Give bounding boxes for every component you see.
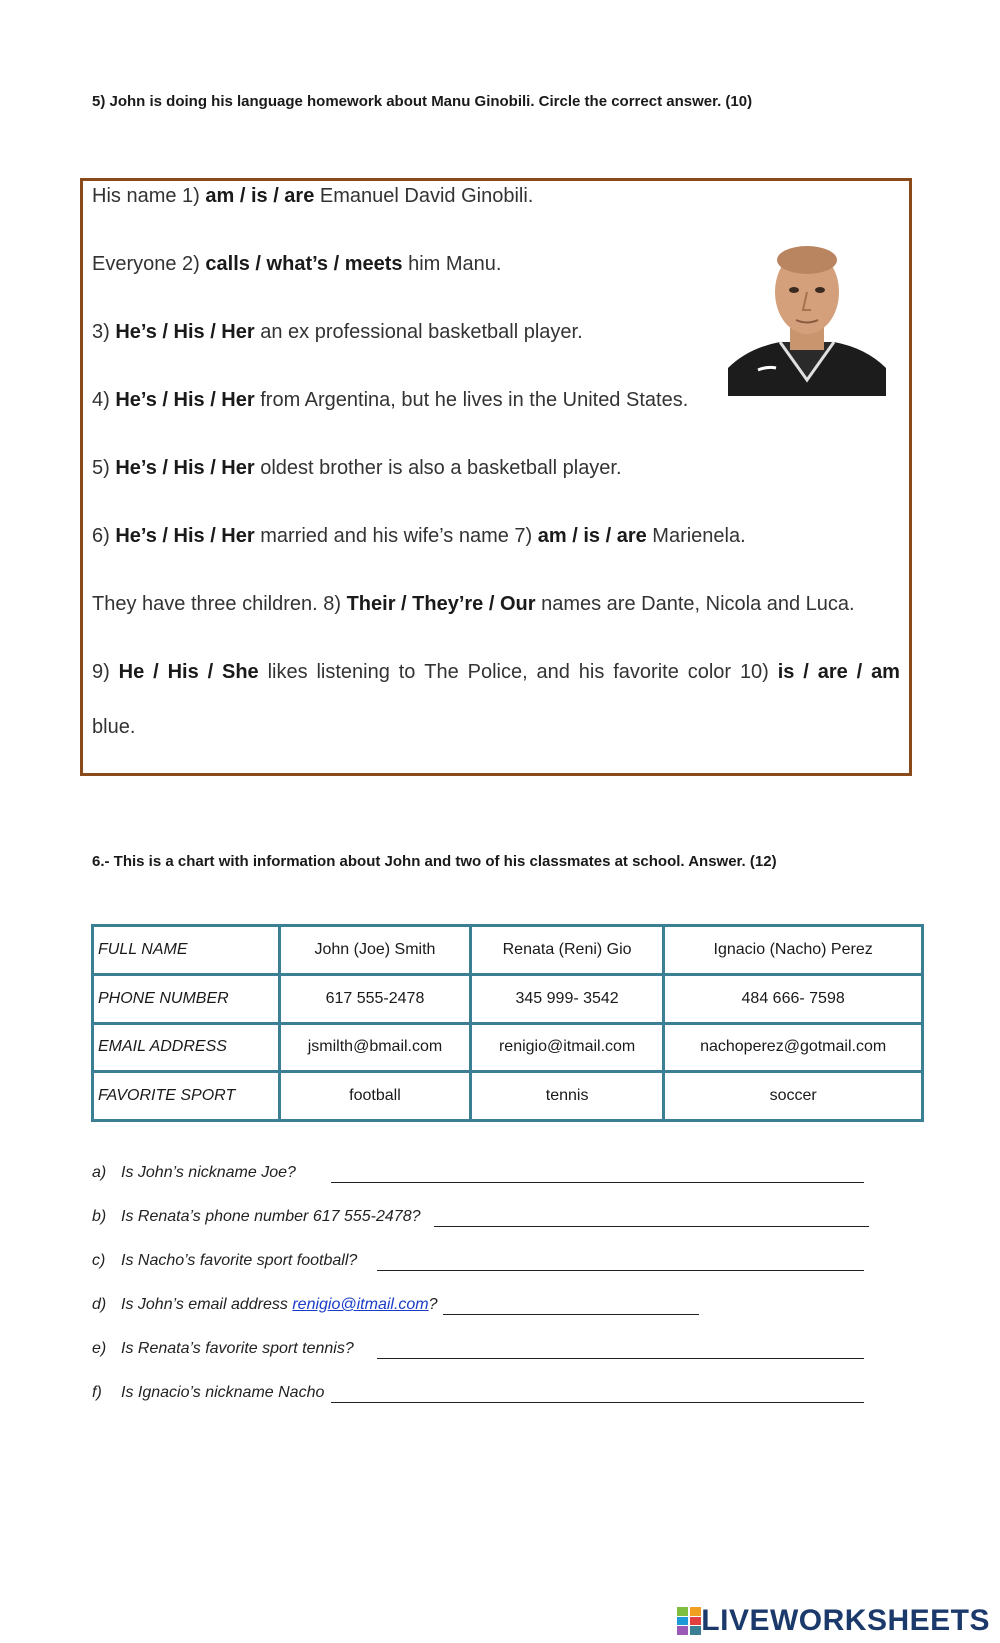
- row-label: FULL NAME: [93, 926, 280, 975]
- question-b: b) Is Renata’s phone number 617 555-2478?: [92, 1208, 421, 1225]
- answer-field-f[interactable]: [331, 1402, 864, 1403]
- table-cell: tennis: [470, 1072, 663, 1121]
- choice-6[interactable]: He’s / His / Her: [115, 525, 255, 547]
- choice-9-she[interactable]: She: [222, 661, 259, 683]
- table-cell: John (Joe) Smith: [280, 926, 471, 975]
- choice-2[interactable]: calls / what’s / meets: [205, 253, 403, 275]
- table-row: [93, 974, 923, 1023]
- table-cell: 617 555-2478: [280, 974, 471, 1023]
- sentence-5: 5) He’s / His / Her oldest brother is also a basketball player.: [92, 457, 622, 479]
- table-cell: nachoperez@gotmail.com: [664, 1023, 923, 1072]
- choice-7[interactable]: am / is / are: [537, 525, 647, 547]
- question-d: d) Is John’s email address renigio@itmail.com?: [92, 1296, 438, 1313]
- choice-8[interactable]: Their / They’re / Our: [346, 593, 536, 615]
- table-cell: renigio@itmail.com: [470, 1023, 663, 1072]
- question-c: c) Is Nacho’s favorite sport football?: [92, 1252, 358, 1269]
- table-row: [93, 926, 923, 975]
- table-row: [93, 1023, 923, 1072]
- question-e: e) Is Renata’s favorite sport tennis?: [92, 1340, 354, 1357]
- choice-9-his[interactable]: His: [167, 661, 199, 683]
- choice-10-is[interactable]: is: [777, 661, 795, 683]
- choice-3[interactable]: He’s / His / Her: [115, 321, 255, 343]
- answer-field-b[interactable]: [434, 1226, 869, 1227]
- sentence-8: They have three children. 8) Their / They’re / Our names are Dante, Nicola and Luca.: [92, 593, 855, 615]
- section6-heading: 6.- This is a chart with information about John and two of his classmates at school. Answer. (12): [92, 853, 777, 870]
- choice-5[interactable]: He’s / His / Her: [115, 457, 255, 479]
- answer-field-e[interactable]: [377, 1358, 864, 1359]
- answer-field-c[interactable]: [377, 1270, 864, 1271]
- table-cell: soccer: [664, 1072, 923, 1121]
- sentence-1: His name 1) am / is / are Emanuel David Ginobili.: [92, 185, 534, 207]
- info-table: [91, 924, 924, 1122]
- logo-blocks-icon: [677, 1607, 701, 1635]
- liveworksheets-logo: [677, 1603, 990, 1639]
- table-cell: Ignacio (Nacho) Perez: [664, 926, 923, 975]
- sentence-9-end: blue.: [92, 716, 136, 738]
- table-cell: Renata (Reni) Gio: [470, 926, 663, 975]
- section5-heading: 5) John is doing his language homework about Manu Ginobili. Circle the correct answer. (10): [92, 93, 753, 110]
- player-photo: [728, 230, 886, 396]
- choice-9-he[interactable]: He: [118, 661, 145, 683]
- table-cell: 484 666- 7598: [664, 974, 923, 1023]
- sentence-3: 3) He’s / His / Her an ex professional basketball player.: [92, 321, 583, 343]
- answer-field-d[interactable]: [443, 1314, 699, 1315]
- table-cell: 345 999- 3542: [470, 974, 663, 1023]
- choice-1[interactable]: am / is / are: [205, 185, 315, 207]
- sentence-6: 6) He’s / His / Her married and his wife’s name 7) am / is / are Marienela.: [92, 525, 746, 547]
- answer-field-a[interactable]: [331, 1182, 864, 1183]
- table-cell: football: [280, 1072, 471, 1121]
- sentence-9: 9) He / His / She likes listening to The Police, and his favorite color 10) is / are / am: [92, 661, 900, 683]
- row-label: FAVORITE SPORT: [93, 1072, 280, 1121]
- choice-10-am[interactable]: am: [871, 661, 900, 683]
- table-cell: jsmilth@bmail.com: [280, 1023, 471, 1072]
- choice-10-are[interactable]: are: [817, 661, 848, 683]
- logo-text: LIVEWORKSHEETS: [701, 1604, 990, 1637]
- sentence-4: 4) He’s / His / Her from Argentina, but he lives in the United States.: [92, 389, 689, 411]
- row-label: PHONE NUMBER: [93, 974, 280, 1023]
- row-label: EMAIL ADDRESS: [93, 1023, 280, 1072]
- sentence-2: Everyone 2) calls / what’s / meets him Manu.: [92, 253, 502, 275]
- email-link[interactable]: renigio@itmail.com: [292, 1296, 429, 1313]
- choice-4[interactable]: He’s / His / Her: [115, 389, 255, 411]
- table-row: [93, 1072, 923, 1121]
- question-f: f) Is Ignacio’s nickname Nacho: [92, 1384, 325, 1401]
- question-a: a) Is John’s nickname Joe?: [92, 1164, 296, 1181]
